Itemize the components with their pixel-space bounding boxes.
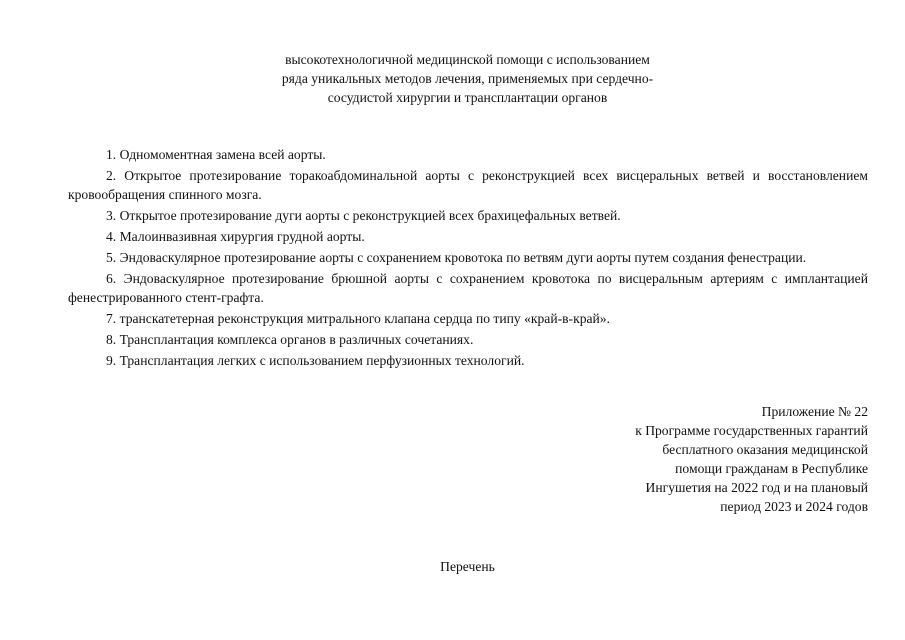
list-title: Перечень [440, 559, 495, 574]
list-item: 6. Эндоваскулярное протезирование брюшной аорты с сохранением кровотока по висцеральным артериям с имплантацией фенестрированного стент-графта. [68, 271, 868, 305]
appendix-line: Приложение № 22 [761, 404, 868, 419]
list-item: 2. Открытое протезирование торакоабдоминальной аорты с реконструкцией всех висцеральных ветвей и восстановлением кровообращения спинного мозга. [68, 168, 868, 202]
appendix-line: Ингушетия на 2022 год и на плановый [645, 480, 868, 495]
heading-line: сосудистой хирургии и трансплантации органов [327, 90, 608, 105]
document-heading [150, 50, 785, 107]
list-item: 3. Открытое протезирование дуги аорты с реконструкцией всех брахицефальных ветвей. [106, 208, 621, 223]
list-item: 8. Трансплантация комплекса органов в различных сочетаниях. [106, 332, 474, 347]
heading-line: ряда уникальных методов лечения, применяемых при сердечно- [281, 71, 654, 86]
list-item: 7. транскатетерная реконструкция митрального клапана сердца по типу «край-в-край». [106, 311, 610, 326]
heading-line: высокотехнологичной медицинской помощи с использованием [285, 52, 650, 67]
list-item: 9. Трансплантация легких с использованием перфузионных технологий. [106, 353, 525, 368]
list-item: 1. Одномоментная замена всей аорты. [106, 147, 326, 162]
appendix-line: помощи гражданам в Республике [675, 461, 868, 476]
appendix-block [635, 402, 868, 516]
list-item: 4. Малоинвазивная хирургия грудной аорты. [106, 229, 365, 244]
appendix-line: к Программе государственных гарантий [635, 423, 868, 438]
appendix-line: период 2023 и 2024 годов [720, 499, 868, 514]
appendix-line: бесплатного оказания медицинской [662, 442, 868, 457]
procedures-list [68, 145, 868, 372]
list-item: 5. Эндоваскулярное протезирование аорты с сохранением кровотока по ветвям дуги аорты путем создания фенестрации. [106, 250, 807, 265]
